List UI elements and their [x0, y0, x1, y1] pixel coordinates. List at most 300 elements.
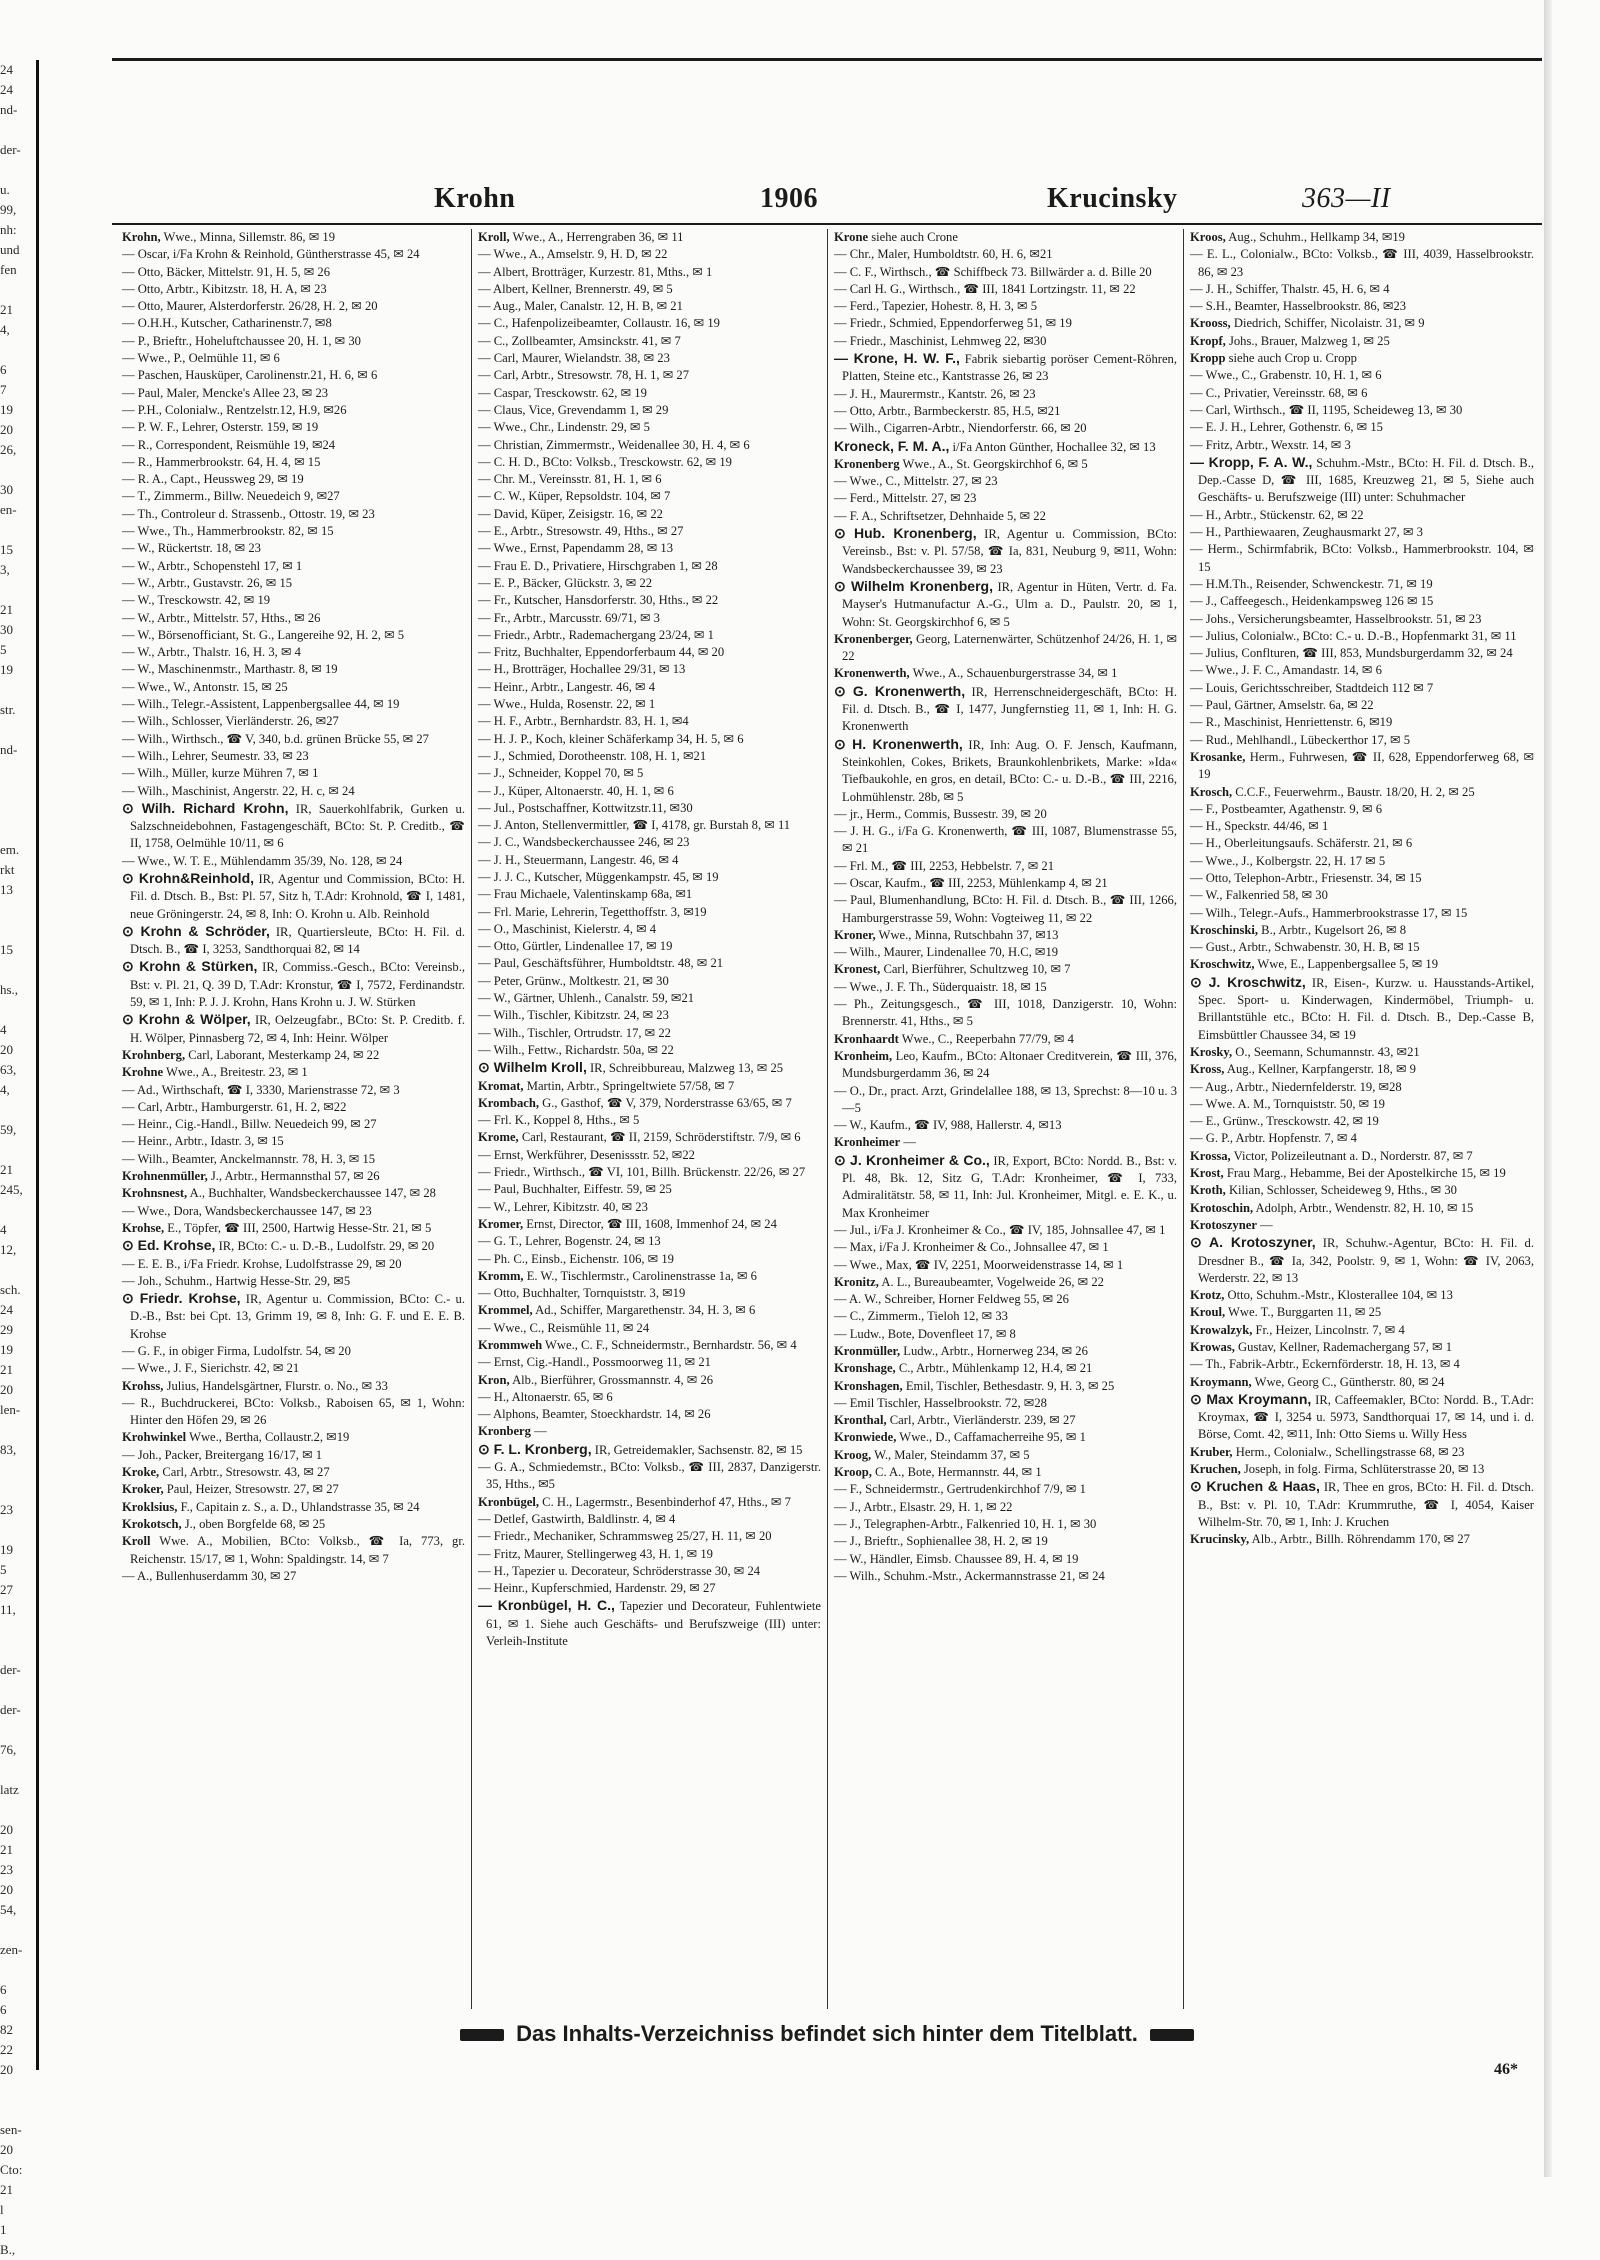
directory-entry: [478, 1494, 821, 1511]
directory-entry: [834, 1257, 1177, 1274]
entry-details: Wwe. A., Mobilien, BCto: Volksb., ☎ Ia, 773, gr. Reichenstr. 15/17, ✉ 1, Wohn: Spaldingstr. 14, ✉ 7: [130, 1534, 465, 1566]
entry-details: — Julius, Conflturen, ☎ III, 853, Mundsburgerdamm 32, ✉ 24: [1190, 646, 1513, 661]
entry-details: C.C.F., Feuerwehrm., Baustr. 18/20, H. 2, ✉ 25: [1232, 784, 1475, 799]
directory-entry: [122, 402, 465, 419]
entry-details: C., Arbtr., Mühlenkamp 12, H.4, ✉ 21: [895, 1361, 1093, 1376]
directory-entry: [834, 1533, 1177, 1550]
directory-entry: [834, 264, 1177, 281]
entry-details: — Otto, Arbtr., Kibitzstr. 18, H. A, ✉ 23: [122, 281, 327, 296]
entry-details: — Ernst, Cig.-Handl., Possmoorweg 11, ✉ 21: [478, 1355, 711, 1370]
directory-entry: [122, 1168, 465, 1185]
directory-entry: [834, 979, 1177, 996]
entry-details: — W., Lehrer, Kibitzstr. 40, ✉ 23: [478, 1199, 648, 1214]
entry-details: — Ferd., Mittelstr. 27, ✉ 23: [834, 491, 977, 506]
entry-name: ⊙ Kruchen & Haas,: [1190, 1478, 1320, 1495]
entry-details: Carl, Laborant, Mesterkamp 24, ✉ 22: [185, 1047, 380, 1062]
entry-details: — Frl. M., ☎ III, 2253, Hebbelstr. 7, ✉ 21: [834, 858, 1055, 873]
entry-details: — Th., Fabrik-Arbtr., Eckernförderstr. 18, H. 13, ✉ 4: [1190, 1357, 1460, 1372]
directory-entry: [122, 1516, 465, 1533]
entry-details: — Chr. M., Vereinsstr. 81, H. 1, ✉ 6: [478, 472, 662, 487]
entry-details: IR, Sauerkohlfabrik, Gurken u. Salzschneidebohnen, Fastagengeschäft, BCto: St. P. Creditb., ☎ II, 1758, Oelmühle 10/11, ✉ 6: [130, 801, 465, 851]
directory-entry: [1190, 1234, 1534, 1287]
directory-entry: [122, 610, 465, 627]
entry-details: — W., Arbtr., Thalstr. 16, H. 3, ✉ 4: [122, 645, 301, 660]
directory-entry: [1190, 524, 1534, 541]
directory-entry: [478, 1597, 821, 1650]
directory-entry: [122, 540, 465, 557]
directory-entry: [122, 1273, 465, 1290]
entry-details: W., Maler, Steindamm 37, ✉ 5: [871, 1447, 1030, 1462]
entry-details: — Oscar, Kaufm., ☎ III, 2253, Mühlenkamp 4, ✉ 21: [834, 875, 1108, 890]
directory-entry: [1190, 956, 1534, 973]
strip-fragment: 20: [0, 1042, 13, 1057]
entry-details: — Wwe., W., Antonstr. 15, ✉ 25: [122, 679, 288, 694]
entry-details: Julius, Handelsgärtner, Flurstr. o. No., ✉ 33: [163, 1378, 388, 1393]
directory-entry: [1190, 1200, 1534, 1217]
directory-entry: [122, 523, 465, 540]
strip-fragment: [0, 1520, 36, 1540]
directory-entry: [122, 1360, 465, 1377]
entry-details: IR, BCto: C.- u. D.-B., Ludolfstr. 29, ✉ 20: [215, 1239, 435, 1254]
strip-fragment: [0, 460, 36, 480]
entry-name: Kronshagen,: [834, 1378, 903, 1393]
entry-details: — Peter, Grünw., Moltkestr. 21, ✉ 30: [478, 973, 669, 988]
entry-name: ⊙ Max Kroymann,: [1190, 1390, 1312, 1407]
entry-name: Kronhaardt: [834, 1031, 899, 1046]
strip-fragment: [0, 900, 36, 920]
directory-entry: [478, 921, 821, 938]
entry-name: Kronberg: [478, 1424, 531, 1439]
entry-name: Kronest,: [834, 962, 881, 977]
directory-entry: [478, 350, 821, 367]
entry-details: — Ferd., Tapezier, Hohestr. 8, H. 3, ✉ 5: [834, 299, 1038, 314]
entry-details: J., Arbtr., Hermannsthal 57, ✉ 26: [207, 1169, 380, 1184]
entry-details: IR, Quartiersleute, BCto: H. Fil. d. Dtsch. B., ☎ I, 3253, Sandthorquai 82, ✉ 14: [130, 924, 465, 957]
strip-fragment: [0, 800, 36, 820]
entry-details: Leo, Kaufm., BCto: Altonaer Creditverein, ☎ III, 376, Mundsburgerdamm 36, ✉ 24: [842, 1048, 1177, 1081]
strip-fragment: 11,: [0, 1602, 16, 1617]
directory-entry: [122, 679, 465, 696]
entry-name: Kronthal,: [834, 1413, 887, 1428]
entry-details: — Ernst, Werkführer, Desenissstr. 52, ✉22: [478, 1147, 695, 1162]
entry-name: Kruchen,: [1190, 1462, 1241, 1477]
directory-entry: [834, 683, 1177, 736]
directory-entry: [122, 1082, 465, 1099]
strip-fragment: Cto:: [0, 2162, 23, 2177]
entry-name: Krohnberg,: [122, 1047, 186, 1062]
entry-details: — Wwe., C., Grabenstr. 10, H. 1, ✉ 6: [1190, 368, 1382, 383]
entry-name: Krohnenmüller,: [122, 1169, 208, 1184]
entry-details: — Emil Tischler, Hasselbrookstr. 72, ✉28: [834, 1395, 1047, 1410]
directory-entry: [834, 1447, 1177, 1464]
strip-fragment: l: [0, 2202, 4, 2217]
directory-entry: [122, 1116, 465, 1133]
directory-entry: [834, 1134, 1177, 1151]
directory-entry: [478, 419, 821, 436]
directory-entry: [478, 731, 821, 748]
strip-fragment: [0, 1960, 36, 1980]
directory-entry: [122, 748, 465, 765]
entry-details: — E. E. B., i/Fa Friedr. Krohse, Ludolfstrasse 29, ✉ 20: [122, 1256, 402, 1271]
strip-fragment: len-: [0, 1402, 21, 1417]
entry-details: — Paschen, Hausküper, Carolinenstr.21, H. 6, ✉ 6: [122, 368, 378, 383]
entry-details: — Albert, Brotträger, Kurzestr. 81, Mths., ✉ 1: [478, 264, 713, 279]
directory-entry: [478, 1129, 821, 1146]
strip-fragment: [0, 1480, 36, 1500]
strip-fragment: u.: [0, 182, 10, 197]
directory-entry: [478, 1546, 821, 1563]
directory-entry: [122, 627, 465, 644]
entry-details: — E., Grünw., Tresckowstr. 42, ✉ 19: [1190, 1114, 1379, 1129]
directory-entry: [478, 558, 821, 575]
strip-fragment: 26,: [0, 442, 17, 457]
directory-entry: [122, 246, 465, 263]
entry-details: — W., Kaufm., ☎ IV, 988, Hallerstr. 4, ✉13: [834, 1118, 1062, 1133]
directory-entry: [834, 1031, 1177, 1048]
entry-name: ⊙ Krohn&Reinhold,: [122, 869, 255, 886]
directory-entry: [478, 523, 821, 540]
directory-entry: [478, 852, 821, 869]
directory-entry: [122, 1481, 465, 1498]
directory-entry: [122, 264, 465, 281]
entry-details: —: [1256, 1217, 1273, 1232]
strip-fragment: 5: [0, 642, 7, 657]
strip-fragment: [0, 120, 36, 140]
directory-entry: [1190, 402, 1534, 419]
header-page-number: 363—II: [1302, 183, 1391, 214]
strip-fragment: 4,: [0, 1082, 10, 1097]
strip-fragment: 13: [0, 882, 13, 897]
strip-fragment: 82: [0, 2022, 13, 2037]
directory-entry: [122, 1395, 465, 1430]
entry-details: — J., Arbtr., Elsastr. 29, H. 1, ✉ 22: [834, 1499, 1013, 1514]
entry-details: Martin, Arbtr., Springeltwiete 57/58, ✉ 7: [523, 1078, 735, 1093]
entry-name: Krombach,: [478, 1095, 539, 1110]
directory-entry: [478, 229, 821, 246]
entry-details: — Th., Controleur d. Strassenb., Ottostr. 19, ✉ 23: [122, 506, 375, 521]
strip-fragment: 19: [0, 402, 13, 417]
directory-entry: [1190, 835, 1534, 852]
strip-fragment: B.,: [0, 2242, 16, 2257]
entry-name: ⊙ Krohn & Stürken,: [122, 958, 258, 975]
entry-details: — Paul, Geschäftsführer, Humboldtstr. 48, ✉ 21: [478, 956, 724, 971]
entry-details: IR, Agentur und Commission, BCto: H. Fil. d. Dtsch. B., Bst: Pl. 57, Sitz h, T.Adr: Krohnold, ☎ I, 1481, neue Gröningerstr. 24, ✉ 8, Inh: O. Krohn u. Alb. Reinhold: [130, 871, 466, 921]
entry-name: ⊙ Krohn & Schröder,: [122, 922, 270, 939]
directory-entry: [834, 420, 1177, 437]
entry-details: — J., Caffeegesch., Heidenkampsweg 126 ✉ 15: [1190, 594, 1434, 609]
strip-fragment: [0, 780, 36, 800]
entry-details: E. W., Tischlermstr., Carolinenstrasse 1a, ✉ 6: [523, 1268, 757, 1283]
entry-details: — C. H. D., BCto: Volksb., Tresckowstr. 62, ✉ 19: [478, 454, 732, 469]
directory-entry: [478, 1181, 821, 1198]
entry-details: Fabrik siebartig poröser Cement-Röhren, Platten, Steine etc., Kantstrasse 26, ✉ 23: [842, 352, 1177, 384]
entry-details: — Heinr., Cig.-Handl., Billw. Neuedeich 99, ✉ 27: [122, 1117, 377, 1132]
directory-entry: [122, 1447, 465, 1464]
entry-details: — P.H., Colonialw., Rentzelstr.12, H.9, ✉26: [122, 402, 347, 417]
directory-entry: [478, 1095, 821, 1112]
entry-details: — Rud., Mehlhandl., Lübeckerthor 17, ✉ 5: [1190, 732, 1411, 747]
directory-entry: [478, 540, 821, 557]
entry-details: — Wilh., Lehrer, Seumestr. 33, ✉ 23: [122, 748, 309, 763]
strip-fragment: 20: [0, 1882, 13, 1897]
directory-entry: [1190, 246, 1534, 281]
entry-name: Kronenberg: [834, 456, 900, 471]
strip-fragment: [0, 920, 36, 940]
directory-entry: [478, 1216, 821, 1233]
strip-fragment: 19: [0, 1342, 13, 1357]
directory-entry: [1190, 1044, 1534, 1061]
directory-entry: [122, 385, 465, 402]
entry-details: i/Fa Anton Günther, Hochallee 32, ✉ 13: [949, 439, 1156, 454]
strip-fragment: [0, 340, 36, 360]
directory-entry: [478, 264, 821, 281]
entry-details: — Wilh., Maurer, Lindenallee 70, H.C, ✉19: [834, 945, 1059, 960]
entry-details: Gustav, Kellner, Rademachergang 57, ✉ 1: [1234, 1340, 1452, 1354]
strip-fragment: 19: [0, 662, 13, 677]
directory-entry: [834, 944, 1177, 961]
entry-details: — Wilh., Tischler, Kibitzstr. 24, ✉ 23: [478, 1008, 669, 1023]
directory-entry: [1190, 1148, 1534, 1165]
directory-entry: [122, 592, 465, 609]
strip-fragment: [0, 720, 36, 740]
entry-details: Herm., Colonialw., Schellingstrasse 68, ✉ 23: [1232, 1444, 1465, 1459]
directory-entry: [478, 333, 821, 350]
strip-fragment: der-: [0, 1702, 21, 1717]
directory-entry: [1190, 1165, 1534, 1182]
directory-entry: [834, 490, 1177, 507]
strip-fragment: 23: [0, 1502, 13, 1517]
directory-entry: [1190, 333, 1534, 350]
directory-entry: [1190, 714, 1534, 731]
directory-entry: [478, 1007, 821, 1024]
entry-details: — H., Tapezier u. Decorateur, Schröderstrasse 30, ✉ 24: [478, 1563, 761, 1578]
entry-details: Ludw., Arbtr., Hornerweg 234, ✉ 26: [900, 1344, 1088, 1358]
entry-name: Kroog,: [834, 1447, 872, 1462]
entry-details: — Carl, Arbtr., Stresowstr. 78, H. 1, ✉ 27: [478, 368, 689, 383]
entry-name: Krosanke,: [1190, 749, 1246, 764]
directory-entry: [1190, 541, 1534, 576]
entry-name: Kroke,: [122, 1465, 160, 1480]
strip-fragment: 6: [0, 362, 7, 377]
directory-entry: [478, 1251, 821, 1268]
entry-name: Kroul,: [1190, 1305, 1226, 1320]
entry-details: Carl, Arbtr., Vierländerstr. 239, ✉ 27: [886, 1413, 1076, 1428]
entry-details: — P. W. F., Lehrer, Osterstr. 159, ✉ 19: [122, 420, 319, 435]
directory-entry: [122, 1220, 465, 1237]
directory-entry: [478, 800, 821, 817]
entry-details: IR, Herrenschneidergeschäft, BCto: H. Fil. d. Dtsch. B., ☎ I, 1477, Jungfernstieg 11, ✉ 1, Inh: H. G. Kronenwerth: [842, 684, 1177, 734]
entry-details: — Otto, Maurer, Alsterdorferstr. 26/28, H. 2, ✉ 20: [122, 299, 378, 314]
header-first-name: Krohn: [434, 183, 516, 214]
entry-details: — Paul, Blumenhandlung, BCto: H. Fil. d. Dtsch. B., ☎ III, 1266, Hamburgerstrasse 59, Wohn: Vogteiweg 11, ✉ 22: [834, 893, 1177, 925]
entry-name: Kroos,: [1190, 230, 1226, 244]
entry-details: — Wwe., Dora, Wandsbeckerchaussee 147, ✉ 23: [122, 1203, 372, 1218]
directory-entry: [1190, 454, 1534, 507]
directory-entry: [478, 385, 821, 402]
directory-entry: [122, 471, 465, 488]
entry-details: — Wilh., Schuhm.-Mstr., Ackermannstrasse 21, ✉ 24: [834, 1568, 1105, 1583]
entry-name: Kronbügel,: [478, 1494, 540, 1509]
directory-entry: [1190, 1182, 1534, 1199]
strip-fragment: [0, 1420, 36, 1440]
directory-entry: [834, 1343, 1177, 1360]
strip-fragment: 24: [0, 1302, 13, 1317]
directory-entry: [834, 578, 1177, 631]
entry-details: — Wilh., Wirthsch., ☎ V, 340, b.d. grünen Brücke 55, ✉ 27: [122, 731, 429, 746]
entry-name: Kromm,: [478, 1268, 524, 1283]
directory-entry: [1190, 611, 1534, 628]
entry-details: — F., Postbeamter, Agathenstr. 9, ✉ 6: [1190, 801, 1382, 816]
directory-entry: [478, 1511, 821, 1528]
directory-entry: [834, 665, 1177, 682]
directory-entry: [1190, 1356, 1534, 1373]
directory-entry: [122, 454, 465, 471]
strip-fragment: [0, 520, 36, 540]
entry-details: — Max, i/Fa J. Kronheimer & Co., Johnsallee 47, ✉ 1: [834, 1240, 1109, 1255]
directory-entry: [1190, 315, 1534, 332]
column-3: [828, 229, 1184, 2009]
strip-fragment: sen-: [0, 2122, 22, 2137]
entry-details: Otto, Schuhm.-Mstr., Klosterallee 104, ✉ 13: [1224, 1288, 1453, 1303]
entry-details: — Herm., Schirmfabrik, BCto: Volksb., Hammerbrookstr. 104, ✉ 15: [1190, 542, 1534, 574]
directory-entry: [478, 1233, 821, 1250]
entry-details: Herm., Fuhrwesen, ☎ II, 628, Eppendorferweg 68, ✉ 19: [1198, 749, 1534, 782]
strip-fragment: rkt: [0, 862, 15, 877]
entry-details: — Fritz, Maurer, Stellingerweg 43, H. 1, ✉ 19: [478, 1546, 713, 1561]
strip-fragment: 3,: [0, 562, 10, 577]
entry-details: — G. T., Lehrer, Bogenstr. 24, ✉ 13: [478, 1234, 661, 1249]
entry-name: Krohss,: [122, 1378, 164, 1393]
entry-details: — H., Speckstr. 44/46, ✉ 1: [1190, 819, 1329, 834]
entry-details: — Fr., Arbtr., Marcusstr. 69/71, ✉ 3: [478, 610, 660, 625]
strip-fragment: [0, 2080, 36, 2100]
entry-details: — Wwe., C., Mittelstr. 27, ✉ 23: [834, 474, 998, 489]
entry-details: — Wwe., W. T. E., Mühlendamm 35/39, No. 128, ✉ 24: [122, 853, 403, 868]
directory-entry: [834, 438, 1177, 456]
entry-details: — jr., Herm., Commis, Bussestr. 39, ✉ 20: [834, 806, 1047, 821]
entry-details: — Frl. K., Koppel 8, Hths., ✉ 5: [478, 1113, 640, 1128]
entry-name: Kromer,: [478, 1216, 524, 1231]
directory-entry: [834, 403, 1177, 420]
strip-fragment: 23: [0, 1862, 13, 1877]
directory-entry: [122, 488, 465, 505]
entry-name: Kropf,: [1190, 333, 1226, 348]
directory-entry: [478, 298, 821, 315]
directory-entry: [1190, 1096, 1534, 1113]
entry-name: Kroneck, F. M. A.,: [834, 437, 950, 454]
entry-details: — Louis, Gerichtsschreiber, Stadtdeich 112 ✉ 7: [1190, 680, 1434, 695]
directory-entry: [122, 1185, 465, 1202]
entry-details: — C., Zollbeamter, Amsinckstr. 41, ✉ 7: [478, 333, 681, 348]
entry-details: — Carl, Maurer, Wielandstr. 38, ✉ 23: [478, 351, 670, 366]
entry-details: — Joh., Packer, Breitergang 16/17, ✉ 1: [122, 1447, 323, 1462]
strip-fragment: [0, 1140, 36, 1160]
entry-name: Krommel,: [478, 1303, 533, 1318]
strip-fragment: 21: [0, 1162, 13, 1177]
strip-fragment: [0, 580, 36, 600]
directory-entry: [1190, 298, 1534, 315]
directory-entry: [834, 456, 1177, 473]
directory-entry: [1190, 229, 1534, 246]
strip-fragment: 24: [0, 82, 13, 97]
directory-entry: [834, 736, 1177, 806]
directory-entry: [122, 1499, 465, 1516]
directory-entry: [122, 870, 465, 923]
strip-fragment: 76,: [0, 1742, 17, 1757]
entry-details: — Alphons, Beamter, Stoeckhardstr. 14, ✉ 26: [478, 1407, 711, 1422]
strip-fragment: 30: [0, 622, 13, 637]
directory-entry: [478, 869, 821, 886]
entry-details: — Paul, Gärtner, Amselstr. 6a, ✉ 22: [1190, 698, 1374, 713]
entry-details: — Otto, Telephon-Arbtr., Friesenstr. 34, ✉ 15: [1190, 870, 1422, 885]
directory-entry: [1190, 680, 1534, 697]
directory-entry: [478, 1372, 821, 1389]
entry-name: Kronshage,: [834, 1361, 896, 1376]
entry-name: Kruber,: [1190, 1444, 1233, 1459]
entry-details: Diedrich, Schiffer, Nicolaistr. 31, ✉ 9: [1230, 316, 1425, 331]
directory-entry: [1190, 576, 1534, 593]
entry-details: — H. F., Arbtr., Bernhardstr. 83, H. 1, ✉4: [478, 714, 689, 729]
strip-fragment: 20: [0, 422, 13, 437]
strip-fragment: 4,: [0, 322, 10, 337]
directory-entry: [478, 1078, 821, 1095]
entry-details: — Wilh., Fettw., Richardstr. 50a, ✉ 22: [478, 1042, 674, 1057]
directory-entry: [478, 610, 821, 627]
entry-name: ⊙ J. Kronheimer & Co.,: [834, 1151, 990, 1168]
entry-details: — Fritz, Buchhalter, Eppendorferbaum 44, ✉ 20: [478, 645, 725, 660]
entry-details: —: [900, 1135, 916, 1150]
entry-details: — S.H., Beamter, Hasselbrookstr. 86, ✉23: [1190, 299, 1407, 314]
entry-details: — C., Hafenpolizeibeamter, Collaustr. 16, ✉ 19: [478, 316, 720, 331]
entry-details: Ad., Schiffer, Margarethenstr. 34, H. 3, ✉ 6: [532, 1303, 756, 1318]
strip-fragment: 29: [0, 1322, 13, 1337]
strip-fragment: str.: [0, 702, 16, 717]
directory-entry: [834, 1568, 1177, 1585]
directory-entry: [1190, 385, 1534, 402]
directory-entry: [1190, 1217, 1534, 1234]
entry-details: — W., Arbtr., Gustavstr. 26, ✉ 15: [122, 575, 293, 590]
entry-name: Krommweh: [478, 1338, 543, 1352]
entry-details: — F. A., Schriftsetzer, Dehnhaide 5, ✉ 22: [834, 508, 1046, 523]
directory-entry: [478, 955, 821, 972]
strip-fragment: 15: [0, 542, 13, 557]
entry-details: — A., Bullenhuserdamm 30, ✉ 27: [122, 1568, 297, 1583]
strip-fragment: 20: [0, 2142, 13, 2157]
entry-details: — T., Zimmerm., Billw. Neuedeich 9, ✉27: [122, 489, 340, 504]
strip-fragment: hs.,: [0, 982, 19, 997]
entry-details: — Joh., Schuhm., Hartwig Hesse-Str. 29, ✉5: [122, 1273, 351, 1288]
directory-entry: [478, 1164, 821, 1181]
directory-entry: [1190, 1130, 1534, 1147]
entry-name: Kropp: [1190, 351, 1226, 366]
entry-details: — Frau Michaele, Valentinskamp 68a, ✉1: [478, 887, 693, 902]
directory-entry: [478, 367, 821, 384]
directory-entry: [122, 506, 465, 523]
strip-fragment: 4: [0, 1022, 7, 1037]
entry-name: ⊙ Friedr. Krohse,: [122, 1290, 241, 1307]
entry-details: — E. P., Bäcker, Glückstr. 3, ✉ 22: [478, 575, 653, 590]
entry-name: Krohne: [122, 1065, 164, 1080]
strip-fragment: 19: [0, 1542, 13, 1557]
entry-details: — H., Brotträger, Hochallee 29/31, ✉ 13: [478, 662, 686, 677]
directory-entry: [834, 315, 1177, 332]
entry-details: IR, Thee en gros, BCto: H. Fil. d. Dtsch. B., Bst: v. Pl. 10, T.Adr: Krummruthe, ☎ I, 4054, Kaiser Wilhelm-Str. 70, ✉ 1, Inh: J. Kruchen: [1198, 1480, 1534, 1529]
entry-details: — E. J. H., Lehrer, Gothenstr. 6, ✉ 15: [1190, 420, 1383, 435]
entry-details: — Wilh., Müller, kurze Mühren 7, ✉ 1: [122, 766, 319, 781]
entry-details: Wwe., A., Herrengraben 36, ✉ 11: [509, 230, 684, 244]
directory-entry: [834, 508, 1177, 525]
entry-details: — Frl. Marie, Lehrerin, Tegetthoffstr. 3, ✉19: [478, 904, 707, 919]
